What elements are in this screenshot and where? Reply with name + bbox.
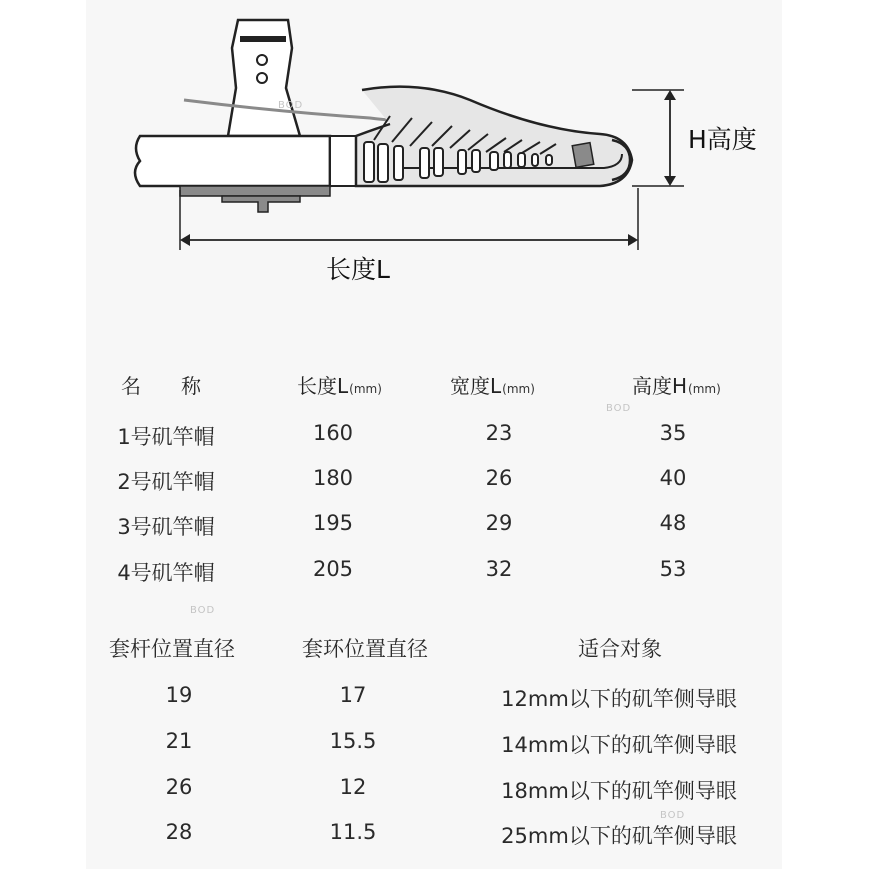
header-height-text: 高度H — [632, 374, 688, 398]
t2-row1-rod: 19 — [165, 683, 193, 707]
t1-row1-width: 23 — [485, 421, 513, 445]
watermark: BOD — [278, 100, 304, 111]
length-dimension-label: 长度L — [326, 255, 390, 284]
t2-row4-ring: 11.5 — [329, 820, 377, 844]
header-width — [450, 370, 535, 399]
t2-row2-ring: 15.5 — [329, 729, 377, 753]
t1-row2-height: 40 — [659, 466, 687, 490]
t1-row3-name: 3号矶竿帽 — [117, 515, 215, 539]
header-rod-diameter: 套杆位置直径 — [109, 637, 235, 661]
watermark: BOD — [660, 810, 686, 821]
t2-row3-target: 18mm以下的矶竿侧导眼 — [501, 779, 737, 803]
base-plate-shape — [180, 186, 330, 196]
t1-row3-length: 195 — [312, 511, 354, 535]
watermark: BOD — [606, 403, 632, 414]
header-ring-diameter: 套环位置直径 — [302, 637, 428, 661]
t2-row4-rod: 28 — [165, 820, 193, 844]
t1-row4-height: 53 — [659, 557, 687, 581]
t2-row3-rod: 26 — [165, 775, 193, 799]
t1-row4-width: 32 — [485, 557, 513, 581]
header-width-unit: (mm) — [502, 382, 535, 396]
t2-row2-target: 14mm以下的矶竿侧导眼 — [501, 733, 737, 757]
t1-row3-height: 48 — [659, 511, 687, 535]
header-length-unit: (mm) — [349, 382, 382, 396]
height-dimension-label: H高度 — [688, 125, 757, 154]
t1-row2-length: 180 — [312, 466, 354, 490]
t1-row1-length: 160 — [312, 421, 354, 445]
header-length-text: 长度L — [297, 374, 349, 398]
t1-row4-name: 4号矶竿帽 — [117, 561, 215, 585]
rod-shaft-shape — [135, 136, 330, 186]
header-width-text: 宽度L — [450, 374, 502, 398]
header-height — [632, 370, 721, 399]
t2-row2-rod: 21 — [165, 729, 193, 753]
t1-row2-name: 2号矶竿帽 — [117, 470, 215, 494]
t2-row3-ring: 12 — [339, 775, 367, 799]
t1-row1-height: 35 — [659, 421, 687, 445]
t1-row3-width: 29 — [485, 511, 513, 535]
t1-row4-length: 205 — [312, 557, 354, 581]
t2-row1-ring: 17 — [339, 683, 367, 707]
watermark: BOD — [190, 605, 216, 616]
t2-row1-target: 12mm以下的矶竿侧导眼 — [501, 687, 737, 711]
header-name: 名 称 — [121, 374, 201, 398]
t1-row2-width: 26 — [485, 466, 513, 490]
t2-row4-target: 25mm以下的矶竿侧导眼 — [501, 824, 737, 848]
header-height-unit: (mm) — [688, 382, 721, 396]
header-suitable-target: 适合对象 — [578, 637, 662, 661]
header-length — [297, 370, 382, 399]
t1-row1-name: 1号矶竿帽 — [117, 425, 215, 449]
